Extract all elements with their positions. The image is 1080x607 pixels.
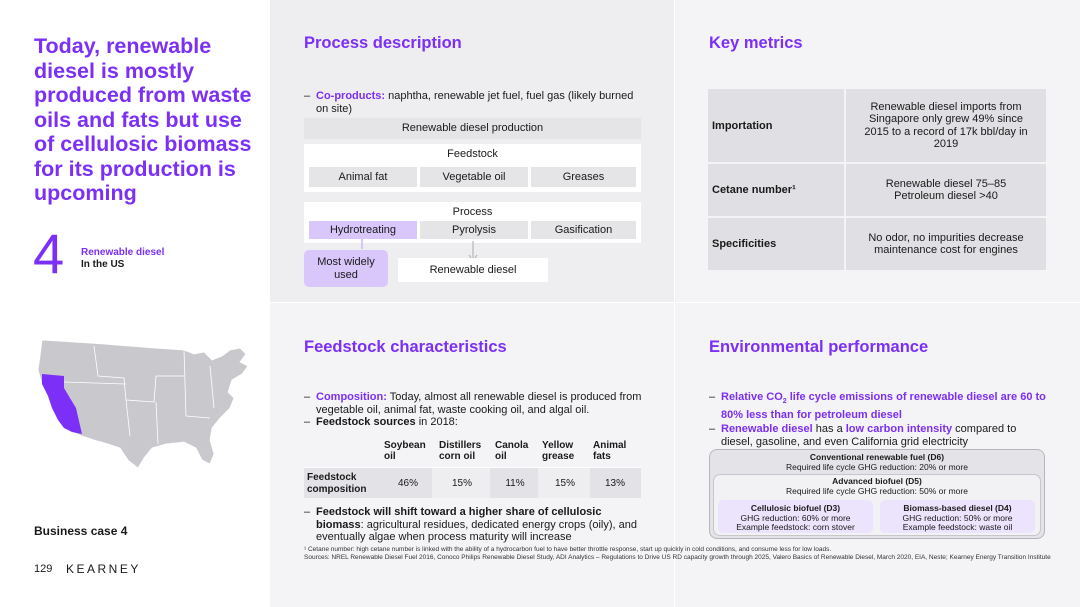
lci-text: compared to diesel, gasoline, and even California grid electricity [721,423,1017,448]
d3-title: Cellulosic biofuel (D3) [750,503,841,513]
coproducts-bullet: – Co-products: naphtha, renewable jet fuel, fuel gas (likely burned on site) [304,90,634,115]
business-case-label: Business case 4 [34,524,128,538]
process-gasification: Gasification [531,221,636,239]
output-renewable-diesel: Renewable diesel [398,258,548,282]
d3-line2: Example feedstock: corn stover [736,522,855,532]
co2-text-b: life cycle emissions of renewable diesel are 60 to 80% less than for petroleum diesel [721,391,1046,421]
metric-value-specificities: No odor, no impurities decrease maintenance cost for engines [846,218,1046,270]
coproducts-label: Co-products: [316,90,386,102]
d6-text: Required life cycle GHG reduction: 20% or more [786,462,968,472]
shift-label: Feedstock will shift toward a higher share of cellulosic biomass [316,506,602,531]
td-canola: 11% [505,478,525,489]
process-label: Process [452,206,493,218]
th-distillers: Distillers corn oil [439,440,482,462]
td-yellow-grease: 15% [554,478,575,489]
composition-text: Today, almost all renewable diesel is produced from vegetable oil, animal fat, waste cooking oil, and algal oil. [316,391,642,416]
feedstock-greases: Greases [531,167,636,187]
env-bullets: – Relative $CO_2$ life cycle emissions of renewable diesel are 60 to 80% less than for petroleum diesel – Renewable diesel has a low carbon intensity compared to diesel, gasoline, and even California grid electricity [709,391,1046,448]
shift-text: : agricultural residues, dedicated energy crops (oily), and eventually algae when process maturity will increase [316,518,638,543]
process-hydrotreating: Hydrotreating [309,221,417,239]
d4-line1: GHG reduction: 50% or more [902,513,1013,523]
co2-text-a: Relative CO [721,391,783,403]
case-number: 4 [33,222,65,285]
most-widely-used-callout: Most widely used [304,250,388,287]
metric-label-cetane: Cetane number¹ [708,164,844,216]
footnote-sources: Sources: NREL Renewable Diesel Fuel 2016, Conoco Philips Renewable Diesel Study, ADI Analytics – Regulations to Drive US RD capacity growth through 2025, Valero Basics of Renewable Diesel, March 2020, EIA, Neste; Kearney Energy Transition Institute [304,554,1051,561]
d4-title: Biomass-based diesel (D4) [903,503,1012,513]
brand-logo: KEARNEY [66,562,141,576]
headline: Today, renewable diesel is mostly produced from waste oils and fats but use of cellulosic biomass for its production is upcoming [34,34,252,205]
d4-line2: Example feedstock: waste oil [902,522,1013,532]
feedstock-vegetable-oil: Vegetable oil [420,167,528,187]
sources-label: Feedstock sources [316,416,416,428]
footnote-cetane: ¹ Cetane number: high cetane number is linked with the ability of a hydrocarbon fuel to have better throttle response, start up quickly in cold conditions, and consume less for low loads. [304,546,832,553]
case-label-secondary: In the US [81,259,125,270]
metric-label-importation: Importation [708,89,844,162]
row-label: Feedstock composition [307,472,367,495]
th-canola: Canola oil [495,440,529,462]
d5-text: Required life cycle GHG reduction: 50% or more [786,486,968,496]
metric-value-importation: Renewable diesel imports from Singapore only grew 49% since 2015 to a record of 17k bbl/day in 2019 [846,89,1046,162]
feedstock-animal-fat: Animal fat [309,167,417,187]
d3-line1: GHG reduction: 60% or more [740,513,851,523]
process-pyrolysis: Pyrolysis [420,221,528,239]
feedstock-title: Feedstock characteristics [304,338,507,356]
case-label-primary: Renewable diesel [81,247,165,258]
td-animal-fats: 13% [604,478,625,489]
lci-label: low carbon intensity [845,423,953,436]
env-title: Environmental performance [709,338,929,356]
footnote [304,546,1064,562]
co2-sub: 2 [782,398,787,406]
feedstock-bullets: – Composition: Today, almost all renewable diesel is produced from vegetable oil, animal fat, waste cooking oil, and algal oil. – Feedstock sources in 2018: [304,391,642,428]
process-title: Process description [304,34,462,52]
sources-text: in 2018: [415,416,458,428]
coproducts-text: naphtha, renewable jet fuel, fuel gas (likely burned on site) [316,90,634,115]
rd-mid: has a [812,423,846,436]
td-soybean: 46% [397,478,418,489]
rd-label: Renewable diesel [721,423,813,436]
composition-label: Composition: [316,391,387,403]
metric-label-specificities: Specificities [708,218,844,270]
metrics-title: Key metrics [709,34,803,52]
page-number: 129 [34,563,53,575]
th-animal-fats: Animal fats [593,440,627,462]
d6-title: Conventional renewable fuel (D6) [809,452,945,462]
feedstock-label: Feedstock [447,148,498,160]
td-distillers: 15% [451,478,472,489]
shift-bullet: – Feedstock will shift toward a higher share of cellulosic biomass: agricultural residues, dedicated energy crops (oily), and eventually algae when process maturity will increase [304,506,638,543]
production-header: Renewable diesel production [304,118,641,139]
th-yellow-grease: Yellow grease [542,440,575,462]
th-soybean: Soybean oil [384,440,426,462]
us-map-icon [34,336,259,476]
d5-title: Advanced biofuel (D5) [832,476,922,486]
metric-value-cetane: Renewable diesel 75–85 Petroleum diesel >40 [846,164,1046,216]
